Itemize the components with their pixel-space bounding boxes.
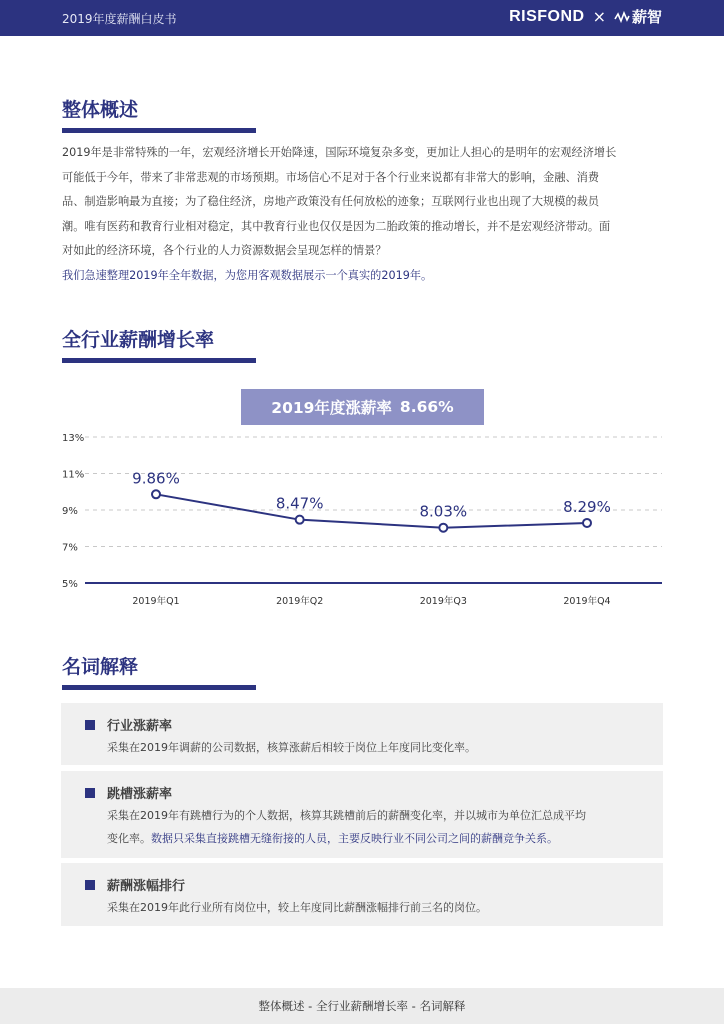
x-tick-label: 2019年Q1 bbox=[132, 596, 180, 607]
data-label: 8.29% bbox=[563, 497, 611, 516]
term-name: 行业涨薪率 bbox=[107, 719, 173, 734]
term-desc-line: 采集在2019年此行业所有岗位中，较上年度同比薪酬涨幅排行前三名的岗位。 bbox=[107, 901, 487, 914]
data-label: 8.03% bbox=[419, 502, 468, 521]
y-tick-label: 9% bbox=[62, 506, 78, 517]
term-name: 薪酬涨幅排行 bbox=[107, 879, 186, 894]
term-desc-line: 采集在2019年有跳槽行为的个人数据，核算其跳槽前后的薪酬变化率，并以城市为单位汇总成平均 bbox=[107, 809, 586, 822]
overview-rule bbox=[62, 128, 256, 133]
y-tick-label: 13% bbox=[62, 433, 85, 444]
terms-rule bbox=[62, 685, 256, 690]
series-line bbox=[156, 494, 587, 527]
data-label: 9.86% bbox=[132, 469, 180, 488]
terms-title: 名词解释 bbox=[62, 656, 139, 678]
brand-logos bbox=[509, 6, 662, 27]
growth-rule bbox=[62, 358, 256, 363]
risfond-logo: RISFOND bbox=[509, 7, 585, 25]
annual-rate-banner bbox=[241, 389, 484, 425]
data-point bbox=[152, 490, 160, 498]
term-desc-line bbox=[107, 827, 643, 850]
overview-title: 整体概述 bbox=[62, 99, 139, 121]
term-desc-prefix: 变化率。 bbox=[107, 832, 151, 845]
growth-line-chart bbox=[0, 425, 724, 620]
wave-icon bbox=[614, 10, 630, 24]
growth-title: 全行业薪酬增长率 bbox=[62, 329, 215, 351]
footer-nav: 整体概述 - 全行业薪酬增长率 - 名词解释 bbox=[0, 988, 724, 1024]
document-title: 2019年度薪酬白皮书 bbox=[62, 12, 177, 26]
data-point bbox=[296, 516, 304, 524]
data-point bbox=[583, 519, 591, 527]
x-tick-label: 2019年Q2 bbox=[276, 596, 324, 607]
term-description bbox=[107, 896, 643, 919]
term-desc-highlight: 数据只采集直接跳槽无缝衔接的人员，主要反映行业不同公司之间的薪酬竞争关系。 bbox=[151, 832, 558, 845]
annual-rate-value: 8.66% bbox=[399, 398, 454, 416]
x-tick-label: 2019年Q4 bbox=[563, 596, 611, 607]
term-description bbox=[107, 804, 643, 850]
term-card-industry-rate bbox=[61, 703, 663, 765]
term-heading bbox=[85, 783, 172, 802]
term-name: 跳槽涨薪率 bbox=[107, 787, 173, 802]
term-desc-line: 采集在2019年调薪的公司数据，核算涨薪后相较于岗位上年度同比变化率。 bbox=[107, 741, 476, 754]
annual-rate-label: 2019年度涨薪率 bbox=[271, 399, 392, 417]
y-tick-label: 7% bbox=[62, 542, 78, 554]
x-tick-label: 2019年Q3 bbox=[419, 596, 467, 607]
overview-line: 2019年是非常特殊的一年，宏观经济增长开始降速，国际环境复杂多变，更加让人担心的是明年的宏观经济增长 bbox=[62, 146, 617, 159]
term-heading bbox=[85, 875, 185, 894]
xinzhi-logo-text: 薪智 bbox=[631, 8, 662, 26]
term-card-job-hop-rate bbox=[61, 771, 663, 858]
data-label: 8.47% bbox=[275, 494, 324, 513]
square-bullet-icon bbox=[85, 788, 95, 798]
term-heading bbox=[85, 715, 172, 734]
term-card-salary-ranking bbox=[61, 863, 663, 926]
y-tick-label: 5% bbox=[62, 579, 78, 590]
header-bar bbox=[0, 0, 724, 36]
data-point bbox=[439, 524, 447, 532]
term-description bbox=[107, 736, 643, 759]
overview-highlight: 我们急速整理2019年全年数据，为您用客观数据展示一个真实的2019年。 bbox=[62, 268, 433, 282]
overview-line: 可能低于今年，带来了非常悲观的市场预期。市场信心不足对于各个行业来说都有非常大的影响，金融、消费 bbox=[62, 170, 600, 184]
overview-line: 潮。唯有医药和教育行业相对稳定，其中教育行业也仅仅是因为二胎政策的推动增长，并不是宏观经济带动。面 bbox=[62, 219, 611, 233]
overview-line: 品、制造影响最为直接；为了稳住经济，房地产政策没有任何放松的迹象；互联网行业也出现了大规模的裁员 bbox=[62, 195, 600, 208]
square-bullet-icon bbox=[85, 880, 95, 890]
overview-paragraph bbox=[62, 141, 662, 288]
y-tick-label: 11% bbox=[62, 469, 85, 481]
square-bullet-icon bbox=[85, 720, 95, 730]
xinzhi-logo bbox=[614, 6, 662, 27]
overview-line: 对如此的经济环境，各个行业的人力资源数据会呈现怎样的情景？ bbox=[62, 244, 387, 257]
brand-separator: × bbox=[592, 7, 606, 26]
